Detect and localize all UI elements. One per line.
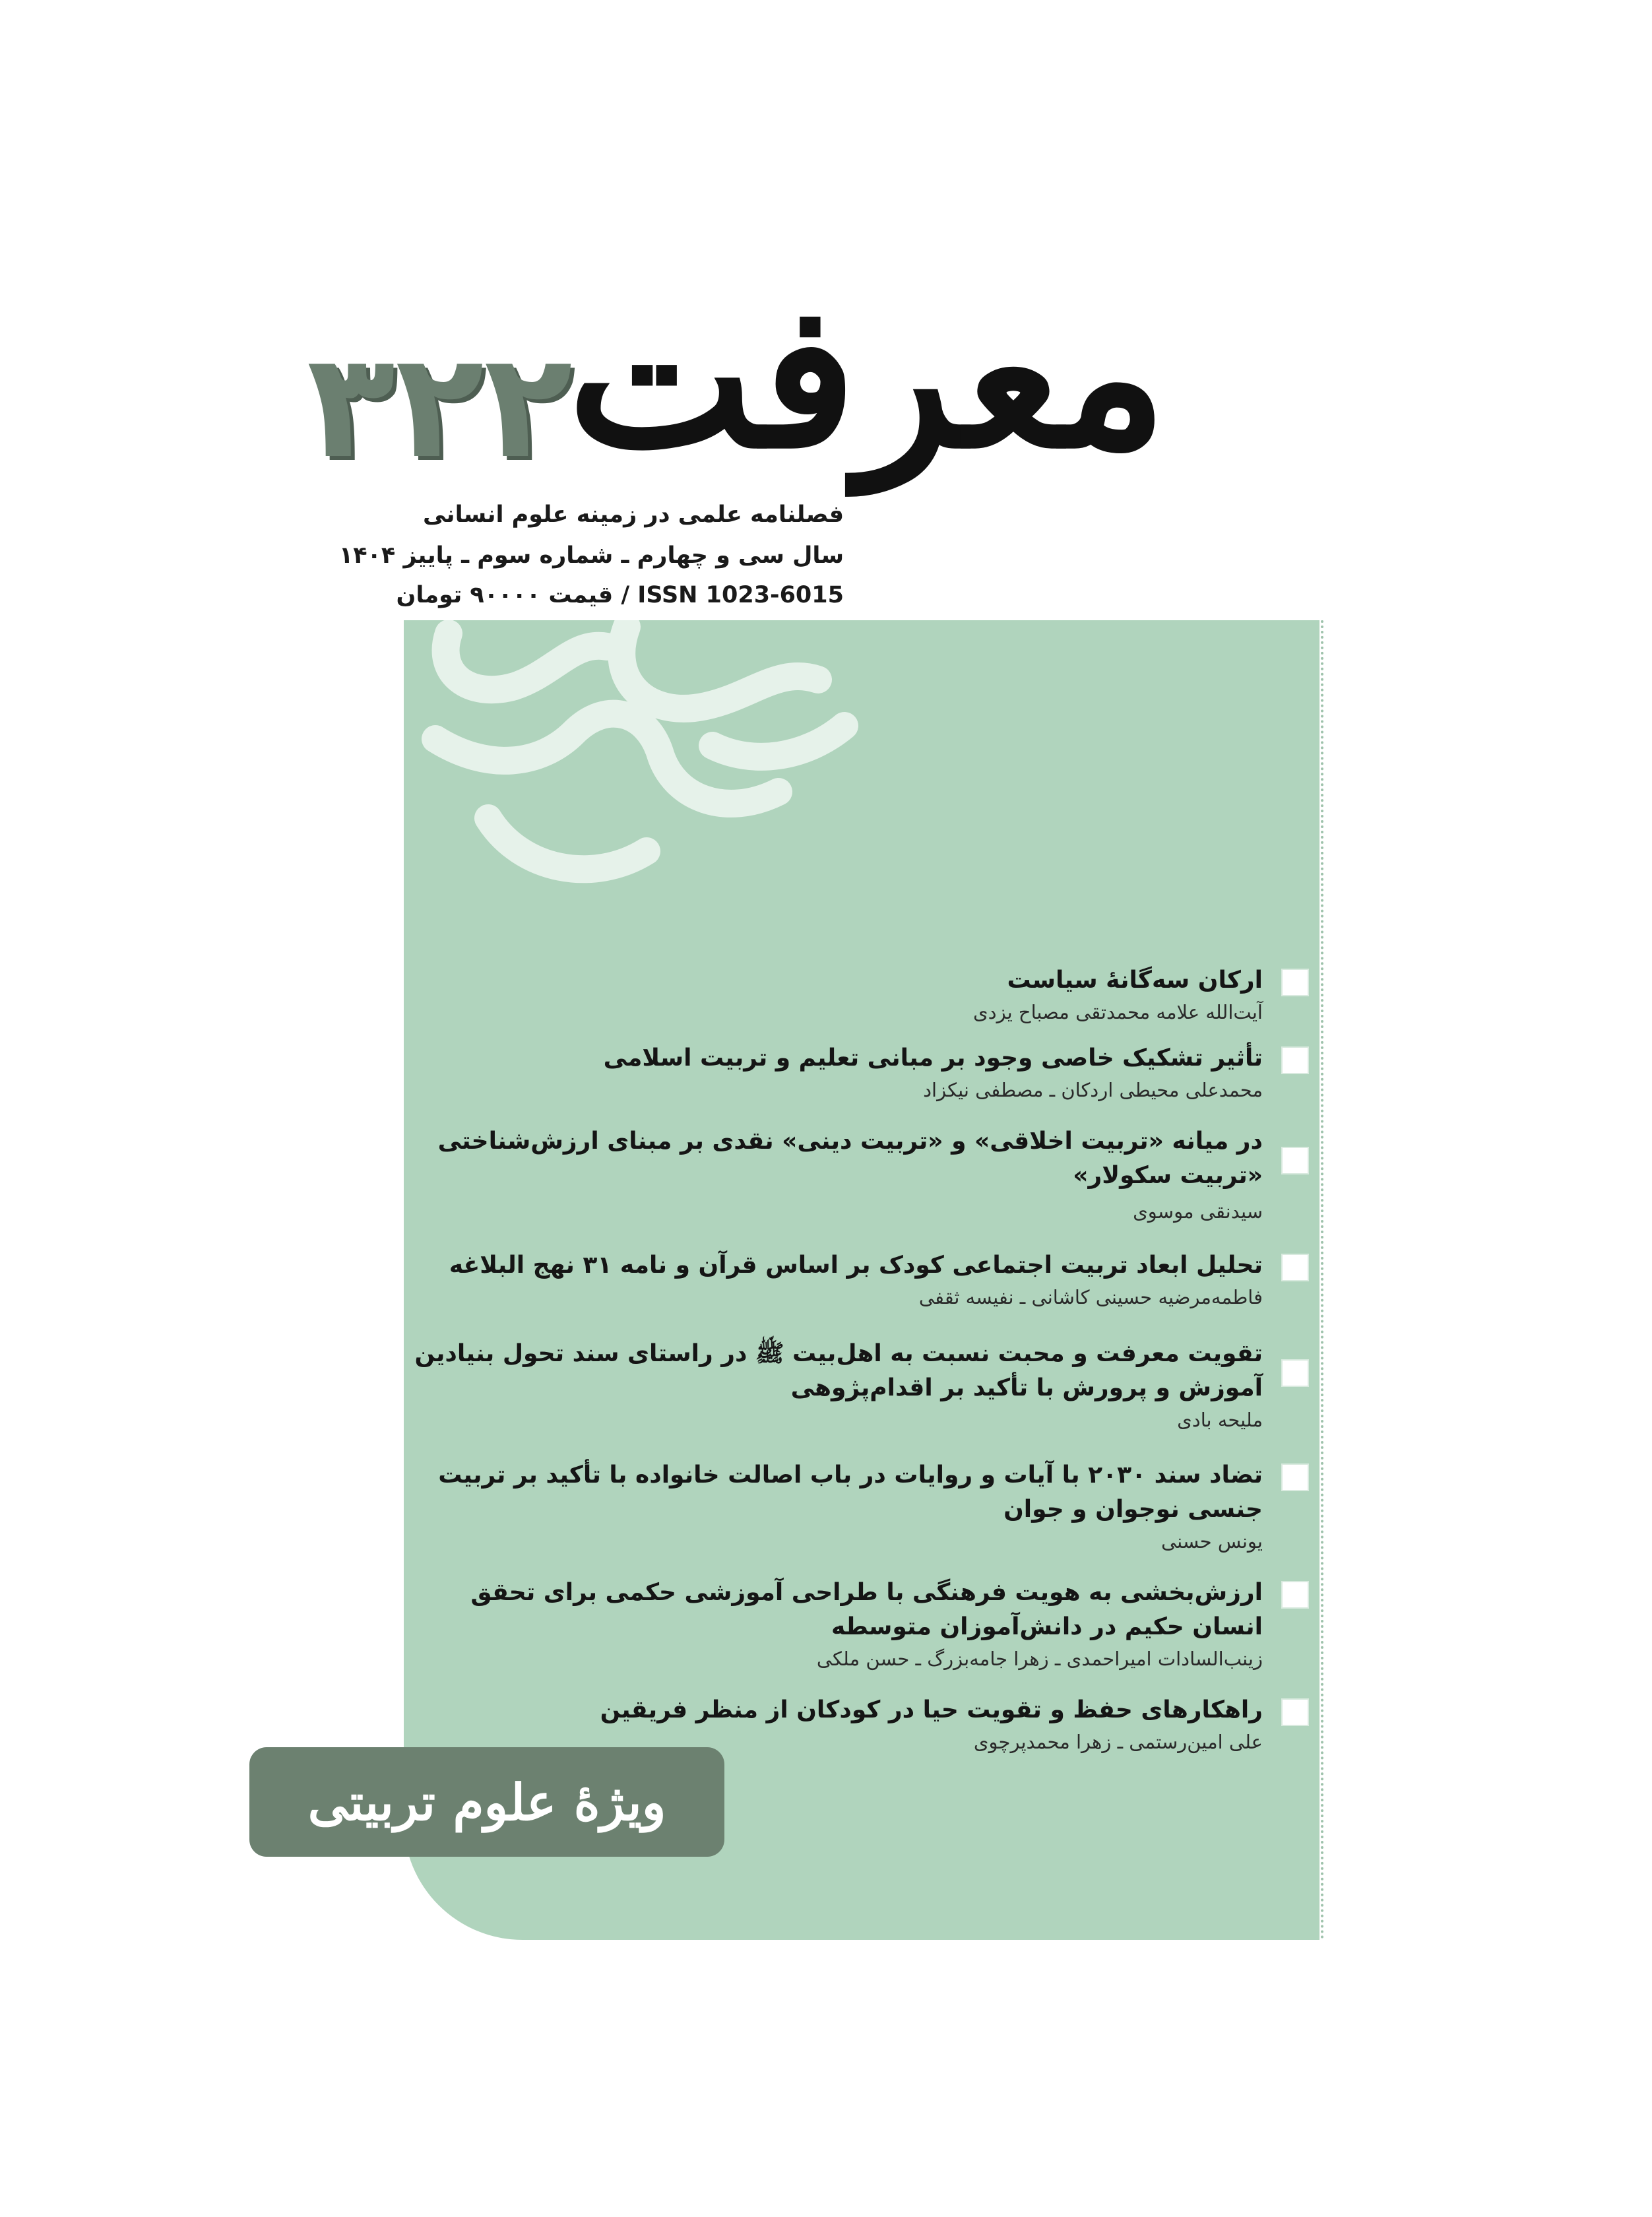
square-bullet-icon [1281,1581,1309,1609]
article-author: محمدعلی محیطی اردکان ـ مصطفی نیکزاد [923,1079,1263,1101]
table-of-contents [372,963,1309,1756]
article-title-line: انسان حکیم در دانش‌آموزان متوسطه [831,1613,1263,1640]
article-title: راهکارهای حفظ و تقویت حیا در کودکان از منظر فریقین [600,1696,1263,1723]
price-issn-line: ISSN 1023-6015 / قیمت ۹۰۰۰۰ تومان [396,582,844,608]
article-title-line: در میانه «تربیت اخلاقی» و «تربیت دینی» نقدی بر مبنای ارزش‌شناختی [437,1128,1263,1155]
article-title-line: جنسی نوجوان و جوان [1003,1496,1263,1523]
journal-subtitle: فصلنامه علمی در زمینه علوم انسانی [423,501,844,528]
article-title: تأثیر تشکیک خاصی وجود بر مبانی تعلیم و تربیت اسلامی [603,1044,1263,1072]
article-title-line: تقویت معرفت و محبت نسبت به اهل‌بیت ﷺ در راستای سند تحول بنیادین [414,1340,1263,1367]
square-bullet-icon [1281,1254,1309,1281]
article-title: ارکان سه‌گانهٔ سیاست [1007,967,1263,994]
square-bullet-icon [1281,1463,1309,1491]
square-bullet-icon [1281,1046,1309,1074]
toc-item [372,963,1309,1027]
special-issue-label: ویژهٔ علوم تربیتی [307,1772,666,1832]
square-bullet-icon [1281,1147,1309,1174]
square-bullet-icon [1281,1698,1309,1726]
issue-number: ۳۲۲ [307,321,573,490]
toc-item [372,1337,1309,1434]
article-author: فاطمه‌مرضیه حسینی کاشانی ـ نفیسه ثقفی [918,1286,1263,1308]
toc-item [372,1041,1309,1105]
article-title: تحلیل ابعاد تربیت اجتماعی کودک بر اساس قرآن و نامه ۳۱ نهج البلاغه [449,1252,1263,1279]
article-author: سیدنقی موسوی [1133,1200,1263,1223]
volume-line: سال سی و چهارم ـ شماره سوم ـ پاییز ۱۴۰۴ [338,542,844,569]
article-author: آیت‌الله علامه محمدتقی مصباح یزدی [972,1001,1263,1023]
square-bullet-icon [1281,969,1309,996]
article-author: ملیحه بادی [1177,1409,1263,1431]
toc-item [372,1248,1309,1312]
special-issue-badge [249,1747,724,1857]
journal-title: معرفت [567,259,1167,492]
toc-item [372,1458,1309,1556]
toc-item [372,1576,1309,1673]
panel-dotted-edge [1321,620,1323,1940]
article-author: علی امین‌رستمی ـ زهرا محمدپرچوی [973,1731,1263,1753]
toc-item [372,1124,1309,1226]
masthead [0,0,1652,620]
calligraphy-ornament [409,620,910,911]
article-title-line: ارزش‌بخشی به هویت فرهنگی با طراحی آموزشی حکمی برای تحقق [470,1579,1263,1606]
article-title-line: «تربیت سکولار» [1073,1162,1263,1189]
article-title-line: آموزش و پرورش با تأکید بر اقدام‌پژوهی [790,1374,1263,1401]
article-author: زینب‌السادات امیراحمدی ـ زهرا جامه‌بزرگ ـ حسن ملکی [816,1648,1263,1670]
square-bullet-icon [1281,1359,1309,1387]
article-author: یونس حسنی [1160,1530,1263,1553]
article-title-line: تضاد سند ۲۰۳۰ با آیات و روایات در باب اصالت خانواده با تأکید بر تربیت [438,1462,1263,1489]
